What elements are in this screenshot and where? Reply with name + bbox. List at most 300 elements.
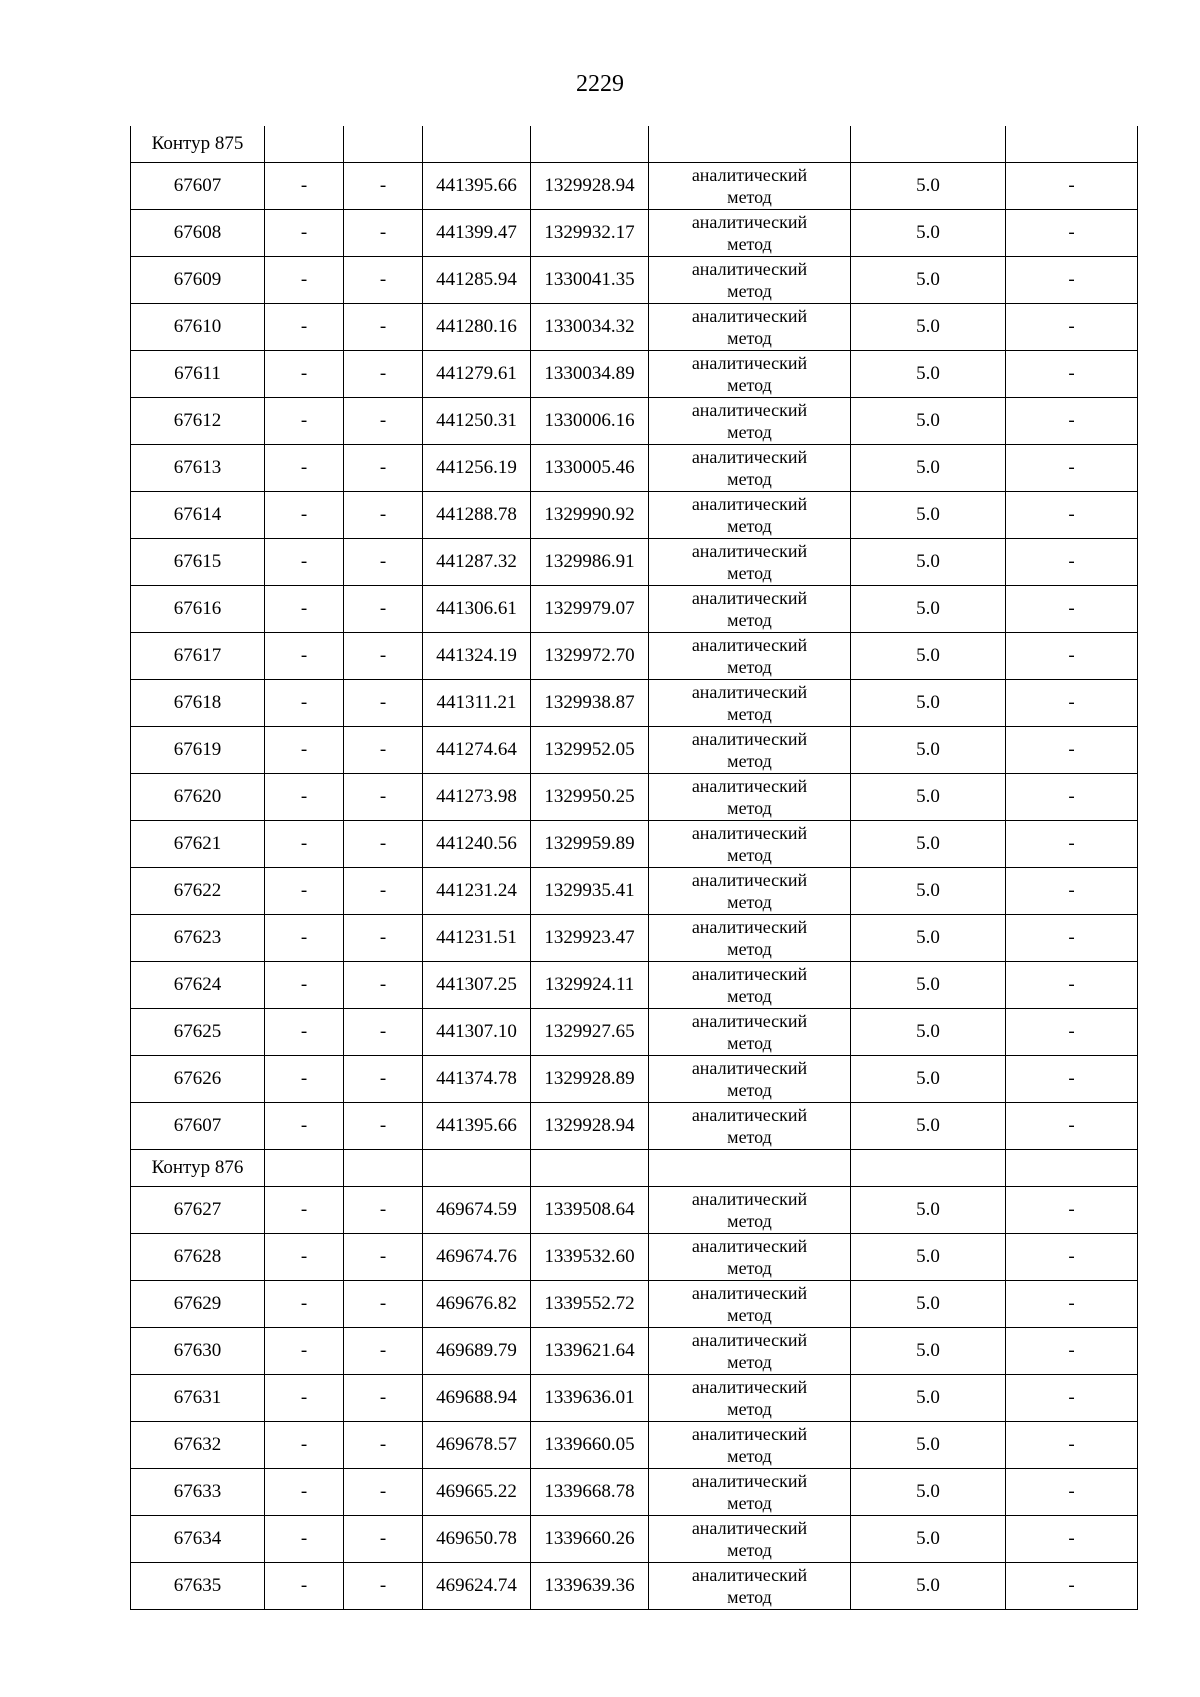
coordinate-y-cell: 1329990.92 xyxy=(531,492,649,539)
accuracy-cell: 5.0 xyxy=(851,1328,1006,1375)
accuracy-cell: 5.0 xyxy=(851,445,1006,492)
method-line-1: аналитический xyxy=(691,729,808,749)
table-row xyxy=(131,633,1138,680)
method-line-2: метод xyxy=(727,1211,772,1231)
empty-value-cell: - xyxy=(344,1056,423,1103)
method-line-1: аналитический xyxy=(691,400,808,420)
coordinate-x-cell: 441274.64 xyxy=(423,727,531,774)
empty-value-cell: - xyxy=(1006,821,1138,868)
accuracy-cell: 5.0 xyxy=(851,210,1006,257)
empty-cell xyxy=(265,126,344,163)
empty-value-cell: - xyxy=(1006,727,1138,774)
point-number-cell: 67619 xyxy=(131,727,265,774)
method-cell xyxy=(649,1563,851,1610)
point-number-cell: 67635 xyxy=(131,1563,265,1610)
accuracy-cell: 5.0 xyxy=(851,398,1006,445)
method-cell xyxy=(649,774,851,821)
method-line-1: аналитический xyxy=(691,964,808,984)
coordinates-table xyxy=(130,126,1138,1610)
table-row xyxy=(131,1056,1138,1103)
method-cell xyxy=(649,1375,851,1422)
empty-value-cell: - xyxy=(344,351,423,398)
method-cell xyxy=(649,868,851,915)
empty-value-cell: - xyxy=(1006,680,1138,727)
empty-value-cell: - xyxy=(265,1056,344,1103)
empty-value-cell: - xyxy=(265,727,344,774)
empty-value-cell: - xyxy=(344,586,423,633)
empty-cell xyxy=(531,1150,649,1187)
method-line-1: аналитический xyxy=(691,1565,808,1585)
method-line-2: метод xyxy=(727,1352,772,1372)
empty-value-cell: - xyxy=(344,210,423,257)
empty-value-cell: - xyxy=(265,445,344,492)
method-line-1: аналитический xyxy=(691,1424,808,1444)
empty-value-cell: - xyxy=(344,1516,423,1563)
point-number-cell: 67607 xyxy=(131,163,265,210)
method-cell xyxy=(649,398,851,445)
coordinate-y-cell: 1329932.17 xyxy=(531,210,649,257)
coordinate-x-cell: 469624.74 xyxy=(423,1563,531,1610)
empty-cell xyxy=(851,1150,1006,1187)
empty-value-cell: - xyxy=(344,492,423,539)
accuracy-cell: 5.0 xyxy=(851,1375,1006,1422)
contour-label: Контур 875 xyxy=(131,126,265,163)
method-line-2: метод xyxy=(727,657,772,677)
method-cell xyxy=(649,1469,851,1516)
contour-label: Контур 876 xyxy=(131,1150,265,1187)
empty-value-cell: - xyxy=(1006,1234,1138,1281)
method-line-2: метод xyxy=(727,1258,772,1278)
empty-cell xyxy=(649,126,851,163)
coordinate-x-cell: 469674.76 xyxy=(423,1234,531,1281)
method-line-2: метод xyxy=(727,1446,772,1466)
table-row xyxy=(131,1563,1138,1610)
method-cell xyxy=(649,257,851,304)
method-cell xyxy=(649,1056,851,1103)
section-header-row xyxy=(131,126,1138,163)
empty-value-cell: - xyxy=(265,774,344,821)
point-number-cell: 67624 xyxy=(131,962,265,1009)
empty-value-cell: - xyxy=(265,1563,344,1610)
coordinate-x-cell: 441256.19 xyxy=(423,445,531,492)
method-cell xyxy=(649,1281,851,1328)
empty-value-cell: - xyxy=(344,633,423,680)
coordinate-y-cell: 1339660.05 xyxy=(531,1422,649,1469)
coordinate-x-cell: 441280.16 xyxy=(423,304,531,351)
method-line-2: метод xyxy=(727,939,772,959)
coordinate-y-cell: 1330034.89 xyxy=(531,351,649,398)
method-cell xyxy=(649,915,851,962)
table-row xyxy=(131,398,1138,445)
method-line-1: аналитический xyxy=(691,212,808,232)
method-line-2: метод xyxy=(727,563,772,583)
method-line-2: метод xyxy=(727,516,772,536)
point-number-cell: 67631 xyxy=(131,1375,265,1422)
coordinate-y-cell: 1339508.64 xyxy=(531,1187,649,1234)
empty-value-cell: - xyxy=(265,163,344,210)
point-number-cell: 67613 xyxy=(131,445,265,492)
accuracy-cell: 5.0 xyxy=(851,257,1006,304)
empty-value-cell: - xyxy=(265,680,344,727)
empty-value-cell: - xyxy=(1006,962,1138,1009)
point-number-cell: 67614 xyxy=(131,492,265,539)
accuracy-cell: 5.0 xyxy=(851,1281,1006,1328)
method-line-2: метод xyxy=(727,704,772,724)
empty-cell xyxy=(423,1150,531,1187)
coordinate-y-cell: 1329950.25 xyxy=(531,774,649,821)
empty-value-cell: - xyxy=(1006,1103,1138,1150)
accuracy-cell: 5.0 xyxy=(851,1103,1006,1150)
table-row xyxy=(131,1422,1138,1469)
empty-value-cell: - xyxy=(265,868,344,915)
empty-value-cell: - xyxy=(344,915,423,962)
point-number-cell: 67634 xyxy=(131,1516,265,1563)
empty-value-cell: - xyxy=(344,962,423,1009)
accuracy-cell: 5.0 xyxy=(851,1056,1006,1103)
table-row xyxy=(131,445,1138,492)
method-line-1: аналитический xyxy=(691,776,808,796)
empty-value-cell: - xyxy=(265,1422,344,1469)
empty-value-cell: - xyxy=(344,1103,423,1150)
method-cell xyxy=(649,962,851,1009)
empty-value-cell: - xyxy=(1006,1009,1138,1056)
empty-value-cell: - xyxy=(1006,774,1138,821)
point-number-cell: 67622 xyxy=(131,868,265,915)
accuracy-cell: 5.0 xyxy=(851,868,1006,915)
table-row xyxy=(131,210,1138,257)
empty-value-cell: - xyxy=(265,1009,344,1056)
accuracy-cell: 5.0 xyxy=(851,680,1006,727)
point-number-cell: 67617 xyxy=(131,633,265,680)
table-body xyxy=(131,126,1138,1610)
method-line-2: метод xyxy=(727,328,772,348)
method-line-2: метод xyxy=(727,1540,772,1560)
method-line-1: аналитический xyxy=(691,1283,808,1303)
method-line-1: аналитический xyxy=(691,1330,808,1350)
empty-value-cell: - xyxy=(265,398,344,445)
empty-value-cell: - xyxy=(344,1281,423,1328)
accuracy-cell: 5.0 xyxy=(851,962,1006,1009)
table-row xyxy=(131,163,1138,210)
table-row xyxy=(131,351,1138,398)
empty-value-cell: - xyxy=(1006,1375,1138,1422)
coordinate-y-cell: 1339552.72 xyxy=(531,1281,649,1328)
point-number-cell: 67621 xyxy=(131,821,265,868)
accuracy-cell: 5.0 xyxy=(851,774,1006,821)
method-line-1: аналитический xyxy=(691,1377,808,1397)
point-number-cell: 67615 xyxy=(131,539,265,586)
table-row xyxy=(131,680,1138,727)
table-row xyxy=(131,1234,1138,1281)
empty-cell xyxy=(649,1150,851,1187)
empty-value-cell: - xyxy=(265,821,344,868)
empty-cell xyxy=(344,1150,423,1187)
point-number-cell: 67626 xyxy=(131,1056,265,1103)
method-line-2: метод xyxy=(727,1127,772,1147)
empty-value-cell: - xyxy=(1006,1187,1138,1234)
method-cell xyxy=(649,1422,851,1469)
method-line-2: метод xyxy=(727,422,772,442)
coordinate-y-cell: 1329924.11 xyxy=(531,962,649,1009)
coordinate-y-cell: 1329928.94 xyxy=(531,163,649,210)
method-line-1: аналитический xyxy=(691,1236,808,1256)
empty-value-cell: - xyxy=(265,492,344,539)
table-row xyxy=(131,868,1138,915)
point-number-cell: 67625 xyxy=(131,1009,265,1056)
empty-value-cell: - xyxy=(265,1375,344,1422)
method-line-1: аналитический xyxy=(691,1105,808,1125)
method-cell xyxy=(649,586,851,633)
coordinate-y-cell: 1329979.07 xyxy=(531,586,649,633)
coordinate-y-cell: 1329928.94 xyxy=(531,1103,649,1150)
empty-cell xyxy=(265,1150,344,1187)
accuracy-cell: 5.0 xyxy=(851,539,1006,586)
point-number-cell: 67610 xyxy=(131,304,265,351)
method-line-2: метод xyxy=(727,1033,772,1053)
coordinate-x-cell: 441399.47 xyxy=(423,210,531,257)
method-line-1: аналитический xyxy=(691,917,808,937)
method-cell xyxy=(649,210,851,257)
empty-value-cell: - xyxy=(265,1187,344,1234)
table-row xyxy=(131,1328,1138,1375)
coordinate-x-cell: 441324.19 xyxy=(423,633,531,680)
accuracy-cell: 5.0 xyxy=(851,821,1006,868)
coordinate-y-cell: 1339532.60 xyxy=(531,1234,649,1281)
accuracy-cell: 5.0 xyxy=(851,1009,1006,1056)
table-row xyxy=(131,1375,1138,1422)
empty-value-cell: - xyxy=(265,539,344,586)
method-cell xyxy=(649,1516,851,1563)
empty-value-cell: - xyxy=(1006,633,1138,680)
empty-cell xyxy=(423,126,531,163)
coordinate-y-cell: 1339639.36 xyxy=(531,1563,649,1610)
method-line-2: метод xyxy=(727,1305,772,1325)
coordinate-x-cell: 441285.94 xyxy=(423,257,531,304)
empty-cell xyxy=(1006,1150,1138,1187)
empty-value-cell: - xyxy=(1006,586,1138,633)
table-row xyxy=(131,1281,1138,1328)
table-row xyxy=(131,774,1138,821)
method-cell xyxy=(649,304,851,351)
coordinate-x-cell: 469650.78 xyxy=(423,1516,531,1563)
empty-value-cell: - xyxy=(344,1009,423,1056)
table-row xyxy=(131,257,1138,304)
method-line-2: метод xyxy=(727,187,772,207)
empty-value-cell: - xyxy=(1006,1422,1138,1469)
coordinate-y-cell: 1329959.89 xyxy=(531,821,649,868)
table-row xyxy=(131,962,1138,1009)
method-line-2: метод xyxy=(727,281,772,301)
method-line-2: метод xyxy=(727,375,772,395)
accuracy-cell: 5.0 xyxy=(851,304,1006,351)
table-row xyxy=(131,1516,1138,1563)
empty-value-cell: - xyxy=(344,445,423,492)
point-number-cell: 67628 xyxy=(131,1234,265,1281)
coordinate-y-cell: 1329935.41 xyxy=(531,868,649,915)
point-number-cell: 67609 xyxy=(131,257,265,304)
accuracy-cell: 5.0 xyxy=(851,586,1006,633)
coordinate-x-cell: 441311.21 xyxy=(423,680,531,727)
accuracy-cell: 5.0 xyxy=(851,492,1006,539)
coordinate-x-cell: 469665.22 xyxy=(423,1469,531,1516)
method-cell xyxy=(649,1187,851,1234)
accuracy-cell: 5.0 xyxy=(851,1469,1006,1516)
accuracy-cell: 5.0 xyxy=(851,163,1006,210)
empty-value-cell: - xyxy=(344,1422,423,1469)
method-line-1: аналитический xyxy=(691,1518,808,1538)
empty-value-cell: - xyxy=(1006,539,1138,586)
empty-value-cell: - xyxy=(344,821,423,868)
page-number: 2229 xyxy=(576,71,624,97)
point-number-cell: 67607 xyxy=(131,1103,265,1150)
method-cell xyxy=(649,1103,851,1150)
coordinate-x-cell: 441307.25 xyxy=(423,962,531,1009)
method-line-2: метод xyxy=(727,892,772,912)
accuracy-cell: 5.0 xyxy=(851,1563,1006,1610)
method-cell xyxy=(649,351,851,398)
empty-value-cell: - xyxy=(344,1234,423,1281)
empty-cell xyxy=(1006,126,1138,163)
method-line-2: метод xyxy=(727,1587,772,1607)
coordinate-y-cell: 1339636.01 xyxy=(531,1375,649,1422)
method-cell xyxy=(649,633,851,680)
empty-value-cell: - xyxy=(344,1187,423,1234)
empty-value-cell: - xyxy=(265,1234,344,1281)
coordinate-x-cell: 441374.78 xyxy=(423,1056,531,1103)
table-row xyxy=(131,1469,1138,1516)
method-cell xyxy=(649,492,851,539)
coordinate-x-cell: 441231.51 xyxy=(423,915,531,962)
table-row xyxy=(131,1103,1138,1150)
method-line-2: метод xyxy=(727,610,772,630)
coordinate-y-cell: 1329928.89 xyxy=(531,1056,649,1103)
empty-value-cell: - xyxy=(344,398,423,445)
empty-value-cell: - xyxy=(265,633,344,680)
coordinate-y-cell: 1339621.64 xyxy=(531,1328,649,1375)
method-line-1: аналитический xyxy=(691,1471,808,1491)
point-number-cell: 67623 xyxy=(131,915,265,962)
empty-value-cell: - xyxy=(344,163,423,210)
method-line-1: аналитический xyxy=(691,353,808,373)
coordinate-y-cell: 1330005.46 xyxy=(531,445,649,492)
coordinate-y-cell: 1339660.26 xyxy=(531,1516,649,1563)
empty-value-cell: - xyxy=(1006,1328,1138,1375)
method-line-2: метод xyxy=(727,469,772,489)
empty-value-cell: - xyxy=(1006,163,1138,210)
method-cell xyxy=(649,821,851,868)
method-line-1: аналитический xyxy=(691,1011,808,1031)
point-number-cell: 67611 xyxy=(131,351,265,398)
point-number-cell: 67630 xyxy=(131,1328,265,1375)
point-number-cell: 67620 xyxy=(131,774,265,821)
coordinate-y-cell: 1339668.78 xyxy=(531,1469,649,1516)
coordinate-x-cell: 441273.98 xyxy=(423,774,531,821)
method-cell xyxy=(649,1234,851,1281)
empty-value-cell: - xyxy=(1006,445,1138,492)
empty-value-cell: - xyxy=(265,1328,344,1375)
method-line-1: аналитический xyxy=(691,1058,808,1078)
empty-value-cell: - xyxy=(344,539,423,586)
method-line-1: аналитический xyxy=(691,541,808,561)
empty-value-cell: - xyxy=(265,210,344,257)
accuracy-cell: 5.0 xyxy=(851,351,1006,398)
empty-value-cell: - xyxy=(344,727,423,774)
empty-value-cell: - xyxy=(265,1281,344,1328)
empty-value-cell: - xyxy=(344,868,423,915)
table-row xyxy=(131,1187,1138,1234)
method-cell xyxy=(649,1009,851,1056)
empty-value-cell: - xyxy=(344,1375,423,1422)
empty-value-cell: - xyxy=(1006,868,1138,915)
empty-value-cell: - xyxy=(265,1516,344,1563)
method-line-1: аналитический xyxy=(691,682,808,702)
coordinate-x-cell: 441250.31 xyxy=(423,398,531,445)
coordinate-x-cell: 441279.61 xyxy=(423,351,531,398)
empty-value-cell: - xyxy=(1006,304,1138,351)
method-line-1: аналитический xyxy=(691,635,808,655)
empty-value-cell: - xyxy=(1006,1469,1138,1516)
empty-value-cell: - xyxy=(344,774,423,821)
table-row xyxy=(131,586,1138,633)
empty-value-cell: - xyxy=(265,351,344,398)
method-line-1: аналитический xyxy=(691,1189,808,1209)
coordinate-x-cell: 469678.57 xyxy=(423,1422,531,1469)
coordinate-y-cell: 1329927.65 xyxy=(531,1009,649,1056)
table-row xyxy=(131,539,1138,586)
table-row xyxy=(131,821,1138,868)
coordinate-x-cell: 441307.10 xyxy=(423,1009,531,1056)
coordinate-y-cell: 1330034.32 xyxy=(531,304,649,351)
empty-value-cell: - xyxy=(344,1328,423,1375)
method-cell xyxy=(649,163,851,210)
method-line-2: метод xyxy=(727,798,772,818)
accuracy-cell: 5.0 xyxy=(851,915,1006,962)
method-line-2: метод xyxy=(727,751,772,771)
table-row xyxy=(131,727,1138,774)
method-line-1: аналитический xyxy=(691,447,808,467)
empty-cell xyxy=(531,126,649,163)
empty-value-cell: - xyxy=(344,257,423,304)
coordinate-x-cell: 441287.32 xyxy=(423,539,531,586)
method-line-2: метод xyxy=(727,234,772,254)
method-line-1: аналитический xyxy=(691,165,808,185)
point-number-cell: 67618 xyxy=(131,680,265,727)
empty-value-cell: - xyxy=(265,1469,344,1516)
empty-value-cell: - xyxy=(1006,257,1138,304)
coordinate-y-cell: 1329952.05 xyxy=(531,727,649,774)
empty-value-cell: - xyxy=(265,304,344,351)
coordinate-x-cell: 441288.78 xyxy=(423,492,531,539)
coordinate-x-cell: 469674.59 xyxy=(423,1187,531,1234)
empty-value-cell: - xyxy=(344,304,423,351)
accuracy-cell: 5.0 xyxy=(851,1187,1006,1234)
table-row xyxy=(131,915,1138,962)
method-line-1: аналитический xyxy=(691,494,808,514)
table-row xyxy=(131,304,1138,351)
method-line-1: аналитический xyxy=(691,259,808,279)
coordinate-x-cell: 441395.66 xyxy=(423,1103,531,1150)
empty-value-cell: - xyxy=(1006,351,1138,398)
empty-value-cell: - xyxy=(344,1469,423,1516)
accuracy-cell: 5.0 xyxy=(851,633,1006,680)
empty-value-cell: - xyxy=(1006,210,1138,257)
empty-value-cell: - xyxy=(1006,1056,1138,1103)
section-header-row xyxy=(131,1150,1138,1187)
point-number-cell: 67633 xyxy=(131,1469,265,1516)
empty-value-cell: - xyxy=(1006,398,1138,445)
empty-value-cell: - xyxy=(265,962,344,1009)
empty-value-cell: - xyxy=(1006,915,1138,962)
